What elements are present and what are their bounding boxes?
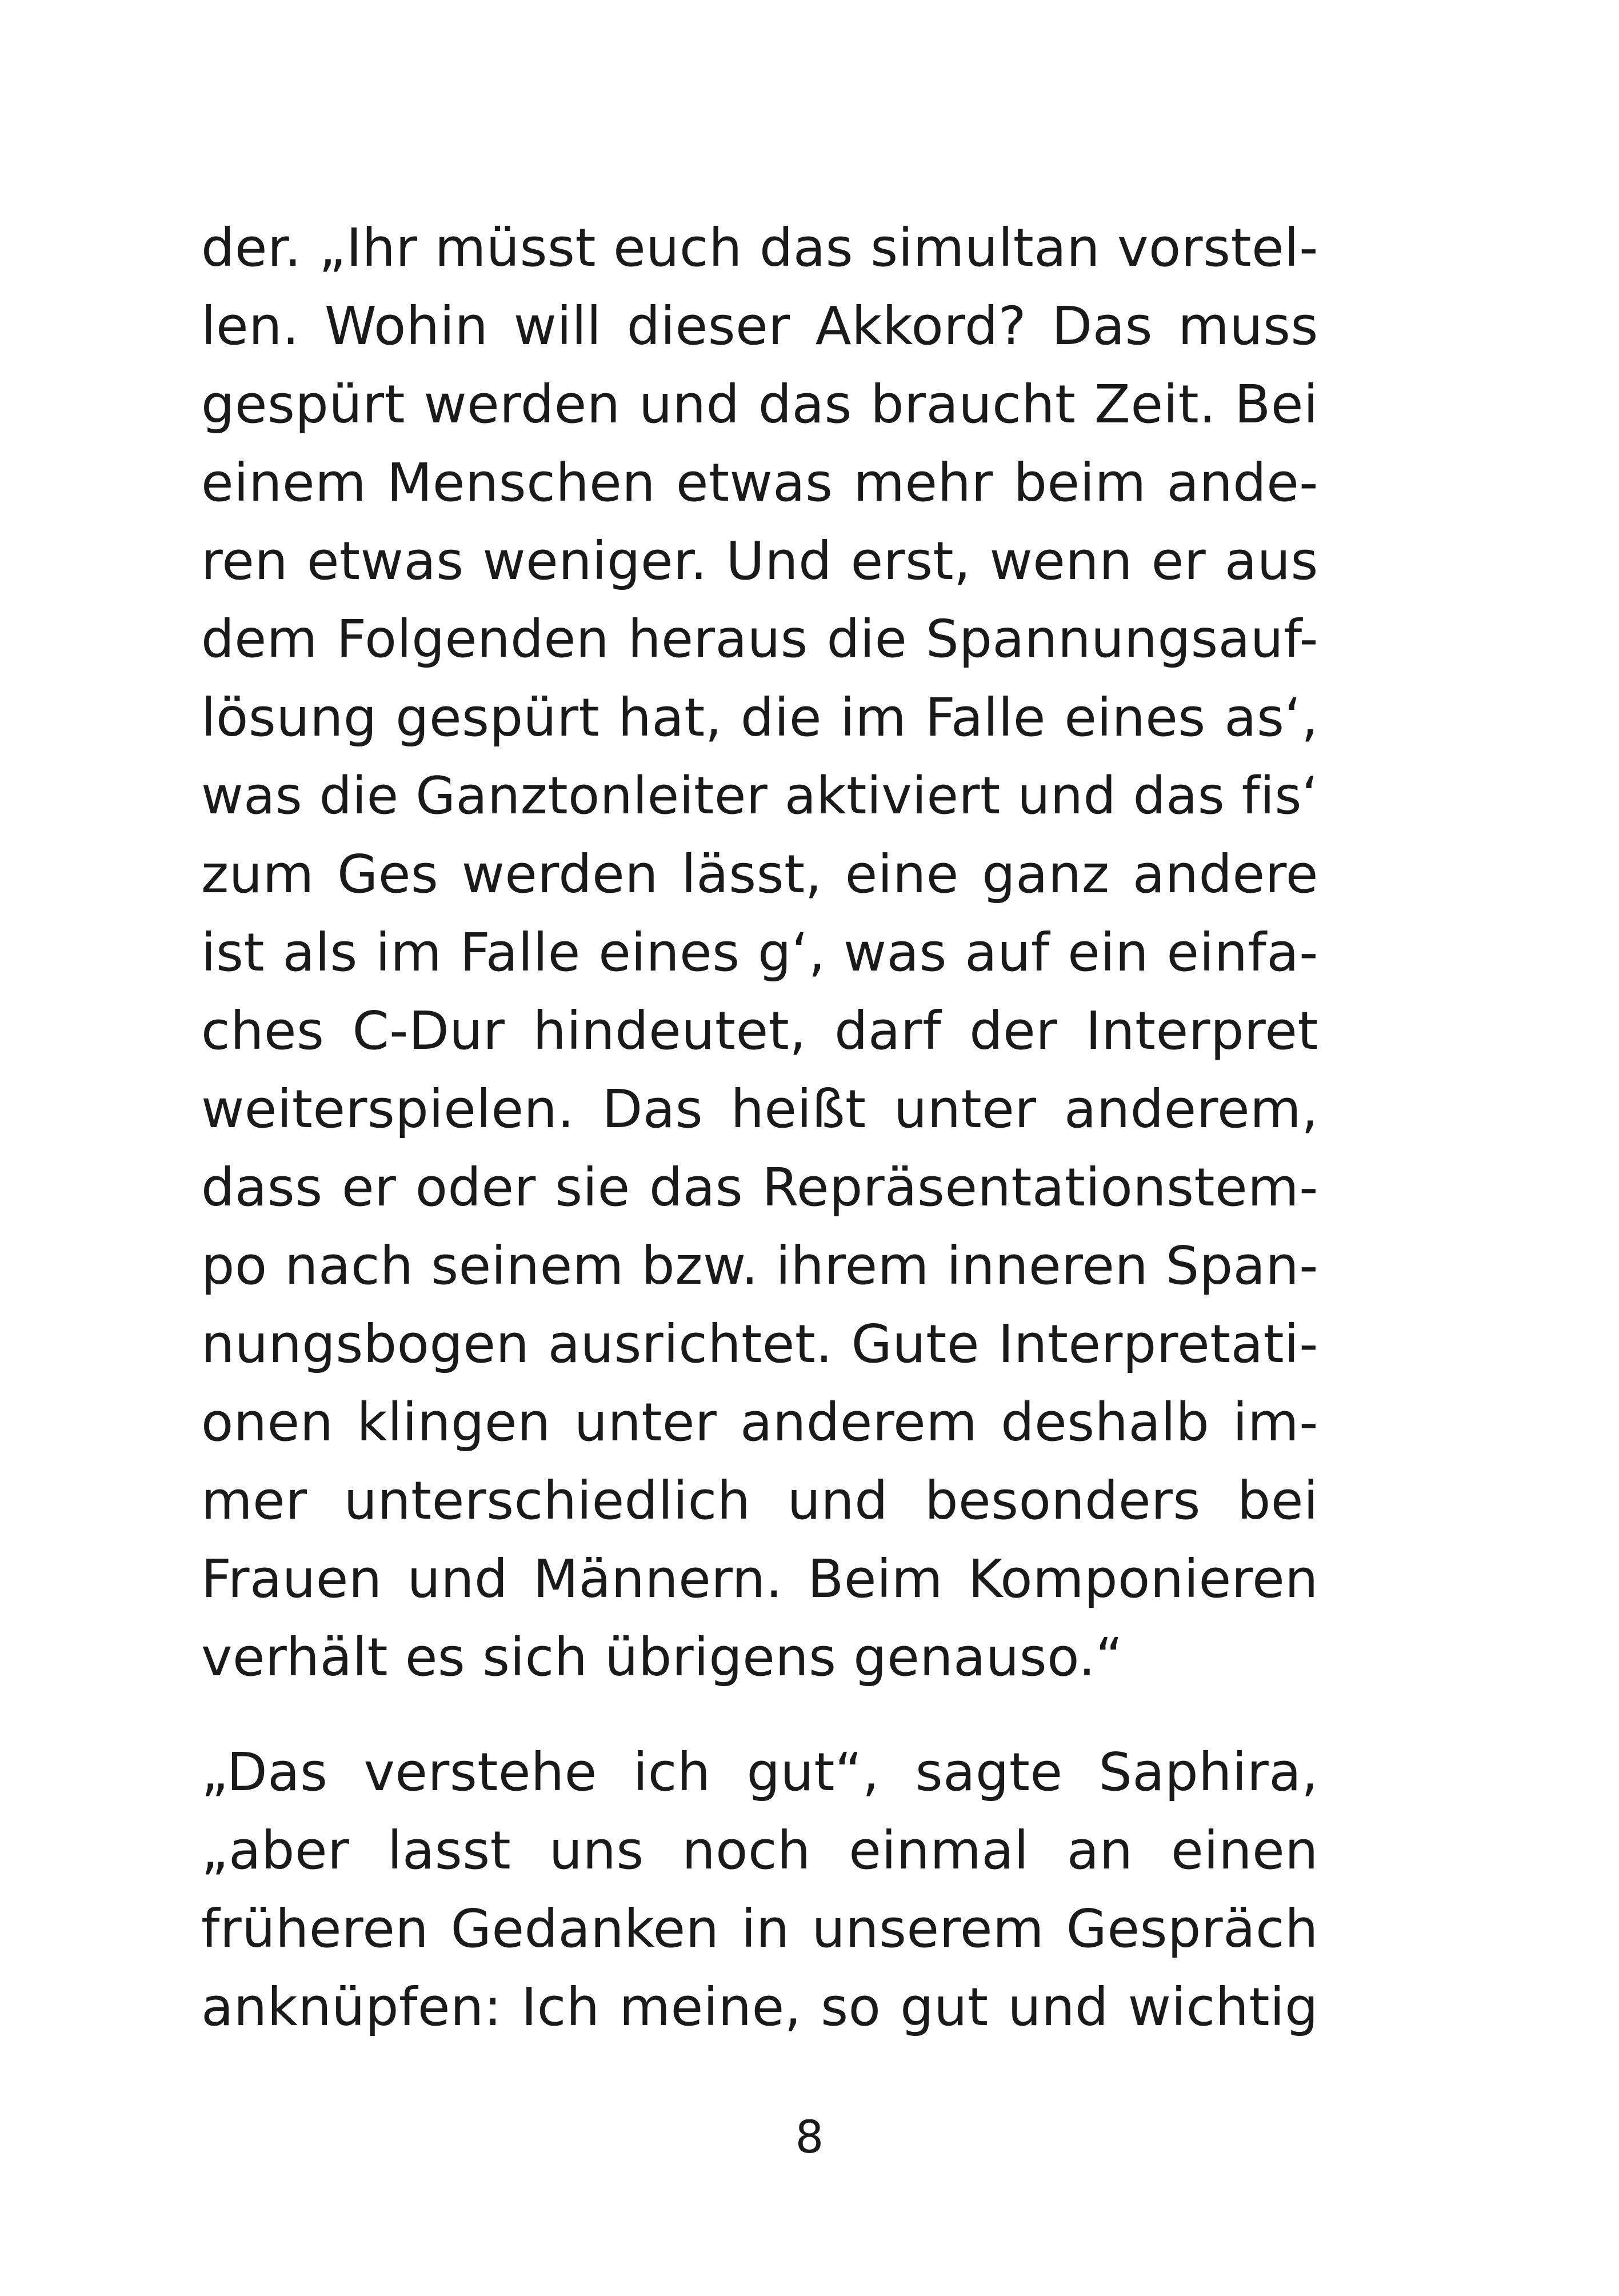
text-line: dem Folgenden heraus die Spannungsauf- [201,609,1318,669]
text-line: verhält es sich übrigens genauso.“ [201,1627,1124,1688]
text-line: einem Menschen etwas mehr beim ande- [201,452,1318,513]
text-line: Frauen und Männern. Beim Komponieren [201,1548,1318,1610]
paragraph-2 [201,1733,1318,2046]
text-line: ist als im Falle eines g‘, was auf ein einfa- [201,922,1318,983]
body-text [201,209,1318,2046]
text-line: zum Ges werden lässt, eine ganz andere [201,844,1318,905]
text-line: gespürt werden und das braucht Zeit. Bei [201,374,1318,435]
text-line: len. Wohin will dieser Akkord? Das muss [201,296,1318,357]
paragraph-1 [201,209,1318,1696]
text-line: nungsbogen ausrichtet. Gute Interpretati- [201,1313,1318,1375]
text-line: weiterspielen. Das heißt unter anderem, [201,1079,1318,1140]
text-line: mer unterschiedlich und besonders bei [201,1470,1318,1531]
text-line: „aber lasst uns noch einmal an einen [201,1820,1318,1881]
text-line: dass er oder sie das Repräsentationstem- [201,1157,1318,1218]
text-line: lösung gespürt hat, die im Falle eines as‘, [201,687,1318,748]
text-line: onen klingen unter anderem deshalb im- [201,1392,1318,1453]
text-line: früheren Gedanken in unserem Gespräch [201,1898,1318,1959]
text-line: ches C-Dur hindeutet, darf der Interpret [201,1000,1318,1061]
text-line: der. „Ihr müsst euch das simultan vorstel- [201,217,1318,278]
text-line: po nach seinem bzw. ihrem inneren Span- [201,1235,1318,1296]
text-line: was die Ganztonleiter aktiviert und das fis‘ [201,766,1318,826]
text-line: „Das verstehe ich gut“, sagte Saphira, [201,1742,1318,1803]
text-line: anknüpfen: Ich meine, so gut und wichtig [201,1976,1318,2038]
text-line: ren etwas weniger. Und erst, wenn er aus [201,530,1318,592]
page-number: 8 [795,2112,824,2163]
paragraph-spacer [201,1696,1318,1733]
